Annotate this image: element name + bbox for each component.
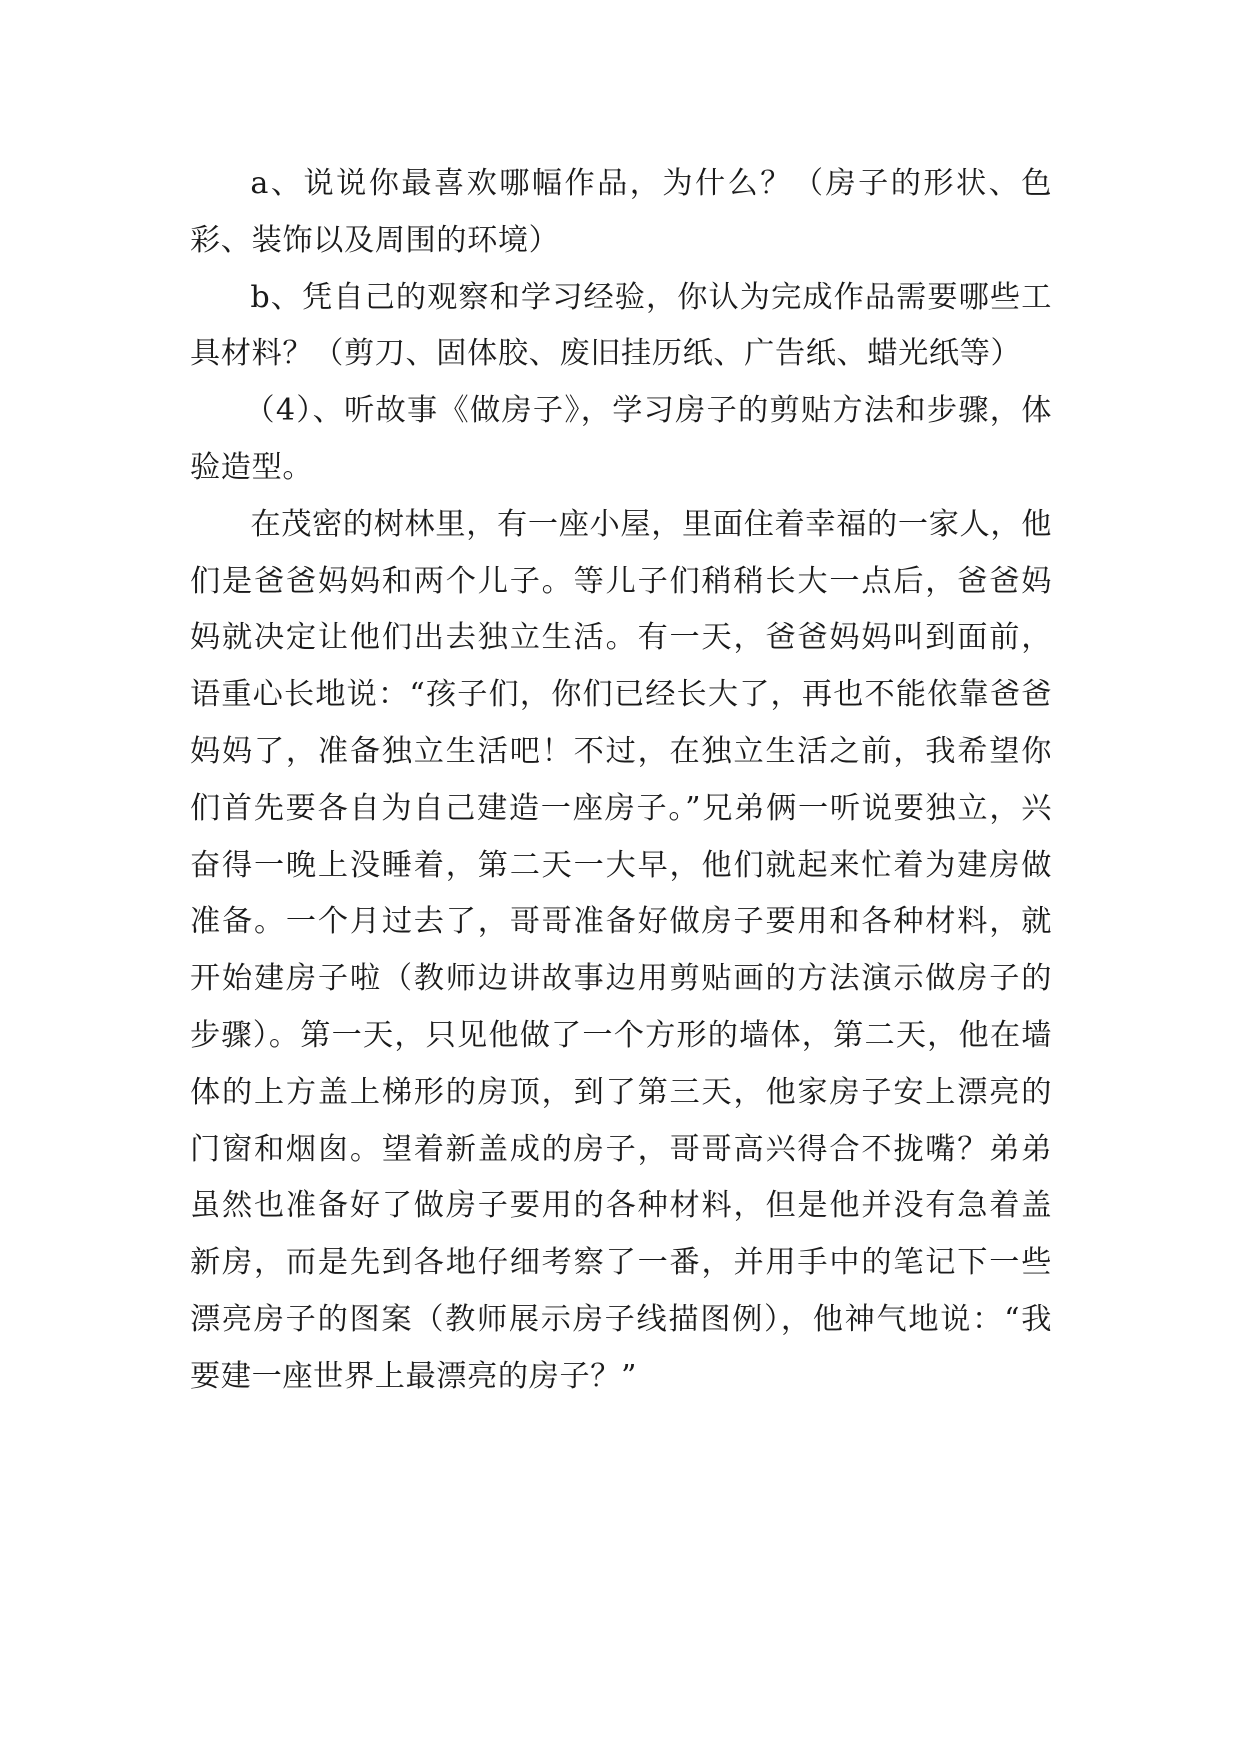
paragraph-question-b: b、凭自己的观察和学习经验，你认为完成作品需要哪些工具材料？（剪刀、固体胶、废旧挂历纸、广告纸、蜡光纸等） (190, 279, 1052, 372)
paragraph-step-4: （4）、听故事《做房子》，学习房子的剪贴方法和步骤，体验造型。 (190, 393, 1052, 485)
paragraph-question-a: a、说说你最喜欢哪幅作品，为什么？（房子的形状、色彩、装饰以及周围的环境） (190, 166, 1052, 258)
document-page (190, 156, 1052, 1406)
paragraph-story: 在茂密的树林里，有一座小屋，里面住着幸福的一家人，他们是爸爸妈妈和两个儿子。等儿子们稍稍长大一点后，爸爸妈妈就决定让他们出去独立生活。有一天，爸爸妈妈叫到面前，语重心长地说：“孩子们，你们已经长大了，再也不能依靠爸爸妈妈了，准备独立生活吧！不过，在独立生活之前，我希望你们首先要各自为自己建造一座房子。”兄弟俩一听说要独立，兴奋得一晚上没睡着，第二天一大早，他们就起来忙着为建房做准备。一个月过去了，哥哥准备好做房子要用和各种材料，就开始建房子啦（教师边讲故事边用剪贴画的方法演示做房子的步骤）。第一天，只见他做了一个方形的墙体，第二天，他在墙体的上方盖上梯形的房顶，到了第三天，他家房子安上漂亮的门窗和烟囱。望着新盖成的房子，哥哥高兴得合不拢嘴？弟弟虽然也准备好了做房子要用的各种材料，但是他并没有急着盖新房，而是先到各地仔细考察了一番，并用手中的笔记下一些漂亮房子的图案（教师展示房子线描图例），他神气地说：“我要建一座世界上最漂亮的房子？” (190, 506, 1052, 1394)
